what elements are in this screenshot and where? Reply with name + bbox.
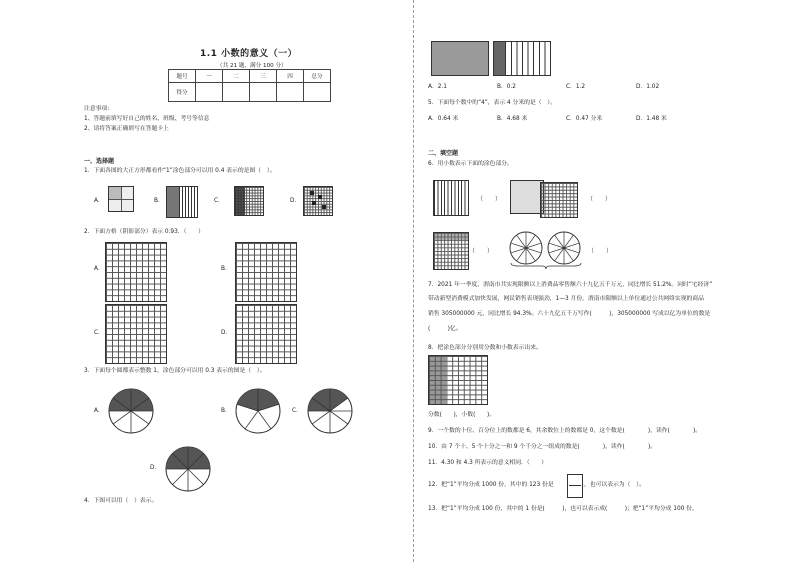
question-7-line: 带动新型消费模式加快发展，网民销售表现强劲，1—3 月份，渭南市限额以上单位通过公共网络实现的商品 xyxy=(428,296,704,302)
fraction-box[interactable] xyxy=(567,474,583,498)
question-7-line: 7．2021 年一季度，渭南市共实现限额以上消费品零售额六十九亿五千万元，同比增长 51.2%。同时“宅经济” xyxy=(428,282,713,288)
option-label[interactable]: D． xyxy=(290,198,301,204)
score-cell[interactable] xyxy=(250,83,277,102)
q4-figure-tenths xyxy=(493,41,551,76)
question-13: 13．把“1”平均分成 100 份，其中的 1 份是( )，也可以表示成( )；把“1”平均分成 100 份， xyxy=(428,506,698,512)
q6-figure-2a xyxy=(510,180,544,214)
score-cell[interactable] xyxy=(196,83,223,102)
notes-heading: 注意事项： xyxy=(84,106,113,112)
section-heading: 二、填空题 xyxy=(428,150,459,157)
q6-circle-1 xyxy=(508,230,544,266)
score-header-cell: 四 xyxy=(277,70,304,83)
q1-figure-a xyxy=(108,186,134,212)
q1-figure-b xyxy=(166,186,198,218)
option-label[interactable]: A．0.64 米 xyxy=(428,116,459,122)
option-label[interactable]: A． xyxy=(94,198,104,204)
q6-figure-2b xyxy=(540,182,578,218)
q1-figure-d xyxy=(303,186,333,216)
score-header-cell: 一 xyxy=(196,70,223,83)
q6-figure-3 xyxy=(433,232,469,270)
score-cell[interactable] xyxy=(277,83,304,102)
page-subtitle: （共 21 题，满分 100 分） xyxy=(217,63,287,69)
score-header-cell: 总分 xyxy=(304,70,331,83)
q3-circle-a xyxy=(107,387,155,435)
q3-circle-c xyxy=(306,387,354,435)
q6-brace xyxy=(510,262,582,270)
column-divider xyxy=(413,0,415,562)
q2-grid-c xyxy=(105,304,167,364)
answer-blank[interactable]: （ ） xyxy=(587,196,612,203)
question-8: 8．把涂色部分分别用分数和小数表示出来。 xyxy=(428,345,542,351)
answer-blank[interactable]: （ ） xyxy=(469,248,494,255)
score-header-cell: 三 xyxy=(250,70,277,83)
q6-figure-1 xyxy=(433,180,469,216)
option-label[interactable]: B．0.2 xyxy=(497,84,516,90)
q1-figure-c xyxy=(234,186,264,216)
question-7-line: 销售 305000000 元，同比增长 94.3%。六十九亿五千万写作( )，305000000 写成以亿为单位的数是 xyxy=(428,311,711,317)
score-cell[interactable] xyxy=(223,83,250,102)
question-12-part: ，也可以表示为（ ）。 xyxy=(584,482,645,488)
option-label[interactable]: D．1.48 米 xyxy=(636,116,667,122)
score-cell[interactable] xyxy=(304,83,331,102)
q2-grid-d xyxy=(235,304,297,364)
question-11: 11．4.30 和 4.3 所表示的意义相同．（ ） xyxy=(428,460,548,466)
option-label[interactable]: C．1.2 xyxy=(566,84,586,90)
option-label[interactable]: D． xyxy=(221,330,232,336)
question-3: 3．下面每个圆都表示整数 1，涂色部分可以用 0.3 表示的图是（ ）。 xyxy=(84,368,266,374)
question-1: 1．下面各图的大正方形都看作“1”涂色部分可以用 0.4 表示的是图（ ）。 xyxy=(84,168,276,174)
option-label[interactable]: C． xyxy=(214,198,224,204)
option-label[interactable]: D． xyxy=(150,465,161,471)
q6-circle-2 xyxy=(546,230,582,266)
question-5: 5．下面每个数中的“4”，表示 4 分米的是（ ）。 xyxy=(428,100,556,106)
note-item: 2、请将答案正确填写在答题卡上 xyxy=(84,126,169,132)
question-9: 9．一个数的十位、百分位上的数都是 6，其余数位上的数都是 0，这个数是( )，读作( )。 xyxy=(428,428,702,434)
score-table xyxy=(168,69,331,102)
q3-circle-b xyxy=(234,387,282,435)
q8-grid xyxy=(428,355,488,405)
question-4: 4．下图可以用（ ）表示。 xyxy=(84,498,158,504)
answer-blank[interactable]: （ ） xyxy=(477,196,502,203)
option-label[interactable]: C．0.47 分米 xyxy=(566,116,603,122)
section-heading: 一、选择题 xyxy=(84,158,115,165)
option-label[interactable]: B．4.68 米 xyxy=(497,116,528,122)
question-12-part: 12．把“1”平均分成 1000 份，其中的 123 份是 xyxy=(428,482,554,488)
score-label-cell: 得分 xyxy=(169,83,196,102)
option-label[interactable]: A．2.1 xyxy=(428,84,447,90)
option-label[interactable]: C． xyxy=(94,330,104,336)
option-label[interactable]: B． xyxy=(221,408,231,414)
option-label[interactable]: C． xyxy=(292,408,302,414)
option-label[interactable]: A． xyxy=(94,408,104,414)
option-label[interactable]: B． xyxy=(221,266,231,272)
score-header-cell: 二 xyxy=(223,70,250,83)
answer-blank[interactable]: （ ） xyxy=(588,248,613,255)
option-label[interactable]: B． xyxy=(154,198,164,204)
question-7-line: ( )亿。 xyxy=(428,326,462,332)
question-6: 6．用小数表示下面的涂色部分。 xyxy=(428,161,513,167)
score-header-cell: 题号 xyxy=(169,70,196,83)
q4-figure-whole xyxy=(431,41,489,76)
question-8-answer[interactable]: 分数( )，小数( )。 xyxy=(428,412,496,418)
q3-circle-d xyxy=(164,445,212,493)
question-2: 2．下面方格（阴影部分）表示 0.93．（ ） xyxy=(84,229,204,235)
q2-grid-a xyxy=(105,242,167,302)
note-item: 1、答题前填写好自己的姓名、班级、考号等信息 xyxy=(84,116,210,122)
page-title: 1.1 小数的意义（一） xyxy=(200,49,298,59)
question-10: 10．由 7 个十、5 个十分之一和 9 个千分之一组成的数是( )，读作( )。 xyxy=(428,444,656,450)
q2-grid-b xyxy=(235,242,297,302)
option-label[interactable]: A． xyxy=(94,266,104,272)
option-label[interactable]: D．1.02 xyxy=(636,84,660,90)
